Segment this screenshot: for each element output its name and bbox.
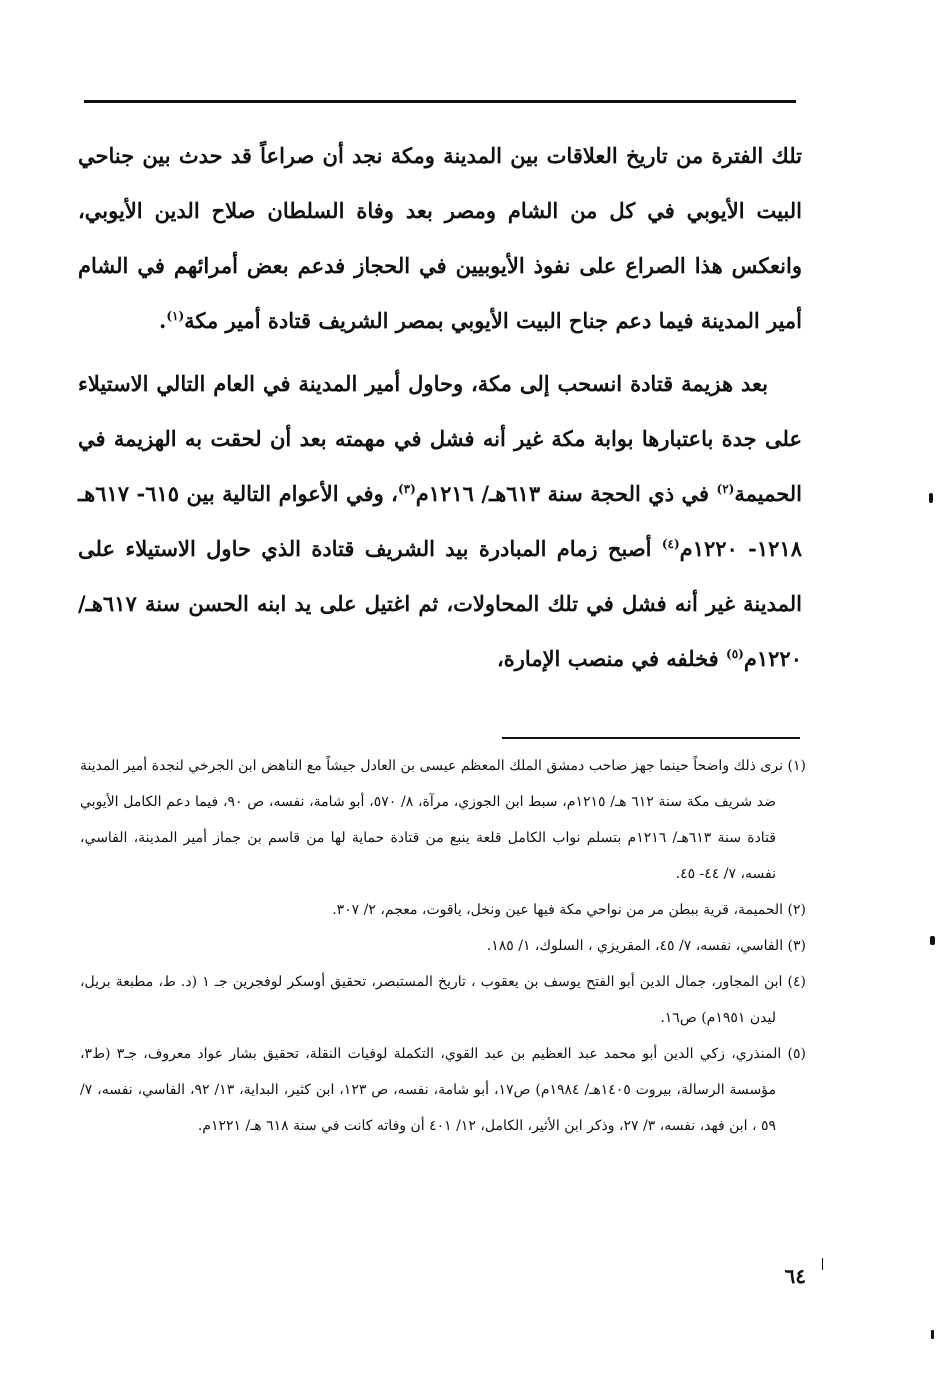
page-number: ٦٤ bbox=[784, 1264, 806, 1288]
footnote-ref-4: (٤) bbox=[661, 537, 680, 551]
paragraph-1 bbox=[78, 128, 802, 348]
paragraph-2 bbox=[78, 356, 802, 686]
footnote-ref-2: (٢) bbox=[716, 482, 735, 496]
paragraph-2-text-part-5: فخلفه في منصب الإمارة، bbox=[497, 646, 727, 671]
footnote-ref-5: (٥) bbox=[726, 647, 744, 661]
paragraph-2-text-part-2: في ذي الحجة سنة ٦١٣هـ/ ١٢١٦م bbox=[415, 481, 717, 506]
scan-artifact bbox=[930, 936, 935, 945]
scan-artifact bbox=[929, 493, 933, 503]
footnote-4: (٤) ابن المجاور، جمال الدين أبو الفتح يوسف بن يعقوب ، تاريخ المستبصر، تحقيق أوسكر لوفجرين جـ ١ (د. ط، مطبعة بريل، ليدن ١٩٥١م) ص١٦. bbox=[80, 974, 807, 1026]
header-rule bbox=[84, 100, 796, 103]
footnotes bbox=[80, 748, 806, 1144]
footnote-3: (٣) الفاسي، نفسه، ٧/ ٤٥، المقريزي ، السلوك، ١/ ١٨٥. bbox=[486, 938, 806, 954]
main-text bbox=[78, 128, 802, 686]
footnote-2: (٢) الحميمة، قرية ببطن مر من نواحي مكة فيها عين ونخل، ياقوت، معجم، ٢/ ٣٠٧. bbox=[332, 902, 806, 918]
paragraph-1-text: تلك الفترة من تاريخ العلاقات بين المدينة ومكة نجد أن صراعاً قد حدث بين جناحي البيت الأيوبي في كل من الشام ومصر بعد وفاة السلطان صلاح الدين الأيوبي، وانعكس هذا الصراع على نفوذ الأيوبيين في الحجاز فدعم بعض أمرائهم في الشام أمير المدينة فيما دعم جناح البيت الأيوبي بمصر الشريف قتادة أمير مكة bbox=[78, 143, 802, 333]
footnote-ref-3: (٣) bbox=[397, 482, 416, 496]
scan-artifact bbox=[931, 1330, 934, 1339]
footnote-5: (٥) المنذري، زكي الدين أبو محمد عبد العظيم بن عبد القوي، التكملة لوفيات النقلة، تحقيق بشار عواد معروف، جـ٣ (ط٣، مؤسسة الرسالة، بيروت ١٤٠٥هـ/ ١٩٨٤م) ص١٧، أبو شامة، نفسه، ص ١٢٣، ابن كثير، البداية، ١٣/ ٩٢، الفاسي، نفسه، ٧/ ٥٩ ، ابن فهد، نفسه، ٣/ ٢٧، وذكر ابن الأثير، الكامل، ١٢/ ٤٠١ أن وفاته كانت في سنة ٦١٨ هـ/ ١٢٢١م. bbox=[80, 1046, 806, 1134]
footnote-1: (١) نرى ذلك واضحاً حينما جهز صاحب دمشق الملك المعظم عيسى بن العادل جيشاً مع الناهض ابن الجرخي لنجدة أمير المدينة ضد شريف مكة سنة ٦١٢ هـ/ ١٢١٥م، سبط ابن الجوزي، مرآة، ٨/ ٥٧٠، أبو شامة، نفسه، ص ٩٠، فيما دعم الكامل الأيوبي قتادة سنة ٦١٣هـ/ ١٢١٦م بتسلم نواب الكامل قلعة ينبع من قتادة حماية لها من قاسم بن جماز أمير المدينة، الفاسي، نفسه، ٧/ ٤٤- ٤٥. bbox=[80, 758, 806, 882]
paragraph-2-text-part-1: بعد هزيمة قتادة انسحب إلى مكة، وحاول أمير المدينة في العام التالي الاستيلاء على جدة باعتبارها بوابة مكة غير أنه فشل في مهمته بعد أن لحقت به الهزيمة في الحميمة bbox=[78, 371, 802, 506]
footnote-separator bbox=[502, 737, 800, 739]
paragraph-2-text-part-4: أصبح زمام المبادرة بيد الشريف قتادة الذي حاول الاستيلاء على المدينة غير أنه فشل في تلك المحاولات، ثم اغتيل على يد ابنه الحسن سنة ٦١٧هـ/ ١٢٢٠م bbox=[78, 536, 802, 671]
footnote-ref-1: (١) bbox=[166, 309, 185, 323]
paragraph-2-text-part-3: ، وفي الأعوام التالية بين ٦١٥- ٦١٧هـ ١٢١٨- ١٢٢٠م bbox=[78, 481, 802, 561]
paragraph-1-end: . bbox=[159, 308, 167, 333]
scan-artifact bbox=[822, 1258, 823, 1270]
